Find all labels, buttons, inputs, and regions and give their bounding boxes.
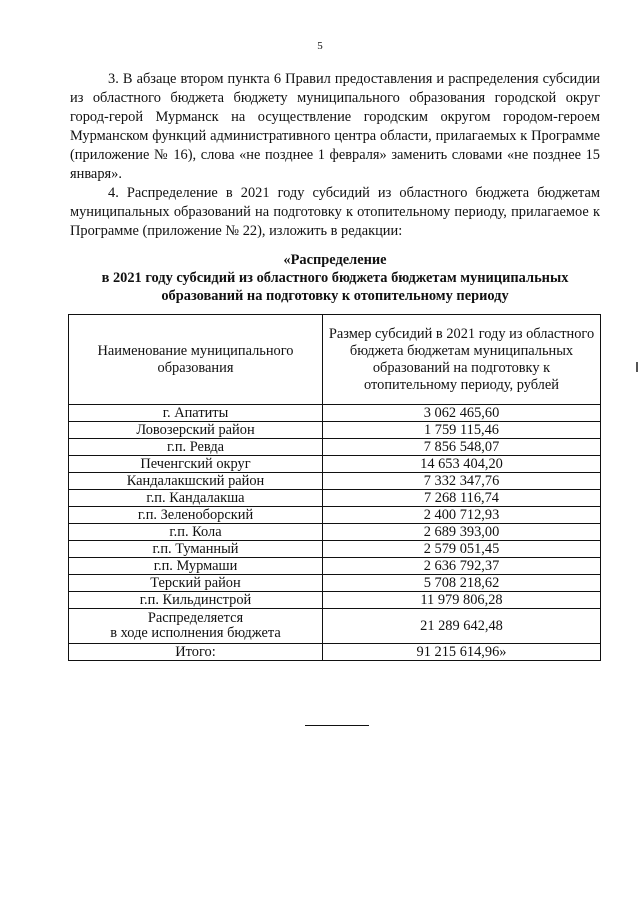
row-name: г.п. Кильдинстрой xyxy=(69,592,323,609)
total-amount: 91 215 614,96» xyxy=(323,644,601,661)
row-amount: 7 332 347,76 xyxy=(323,473,601,490)
total-row xyxy=(69,644,601,661)
row-name: г. Апатиты xyxy=(69,405,323,422)
distributed-line-2: в ходе исполнения бюджета xyxy=(110,625,281,641)
table-row xyxy=(69,490,601,507)
row-name: Печенгский округ xyxy=(69,456,323,473)
row-amount: 11 979 806,28 xyxy=(323,592,601,609)
row-name: Ловозерский район xyxy=(69,422,323,439)
table-row xyxy=(69,422,601,439)
row-name: г.п. Кола xyxy=(69,524,323,541)
heading-line-3: образований на подготовку к отопительному периоду xyxy=(161,288,509,304)
row-amount: 2 400 712,93 xyxy=(323,507,601,524)
table-row xyxy=(69,405,601,422)
paragraph-4: 4. Распределение в 2021 году субсидий из областного бюджета бюджетам муниципальных образований на подготовку к отопительному периоду, прилагаемое к Программе (приложение № 22), изложить в редакции: xyxy=(70,185,600,239)
distributed-label xyxy=(69,609,323,644)
table-row xyxy=(69,541,601,558)
row-name: г.п. Туманный xyxy=(69,541,323,558)
row-amount: 1 759 115,46 xyxy=(323,422,601,439)
header-name: Наименование муниципального образования xyxy=(69,315,323,405)
header-amount: Размер субсидий в 2021 году из областного бюджета бюджетам муниципальных образований на подготовку к отопительному периоду, рублей xyxy=(323,315,601,405)
table-row xyxy=(69,507,601,524)
row-amount: 2 689 393,00 xyxy=(323,524,601,541)
body-text xyxy=(70,70,600,241)
heading-line-1: «Распределение xyxy=(283,252,387,268)
total-label: Итого: xyxy=(69,644,323,661)
distributed-line-1: Распределяется xyxy=(147,610,244,626)
row-amount: 2 579 051,45 xyxy=(323,541,601,558)
row-name: Кандалакшский район xyxy=(69,473,323,490)
row-amount: 5 708 218,62 xyxy=(323,575,601,592)
table-row xyxy=(69,473,601,490)
closing-divider xyxy=(305,725,369,726)
table-row xyxy=(69,524,601,541)
table-row xyxy=(69,575,601,592)
distributed-row xyxy=(69,609,601,644)
row-amount: 7 268 116,74 xyxy=(323,490,601,507)
subsidies-table xyxy=(68,314,601,661)
table-heading xyxy=(60,251,610,305)
row-name: Терский район xyxy=(69,575,323,592)
table-row xyxy=(69,456,601,473)
table-row xyxy=(69,439,601,456)
row-name: г.п. Зеленоборский xyxy=(69,507,323,524)
distributed-amount: 21 289 642,48 xyxy=(323,609,601,644)
row-amount: 2 636 792,37 xyxy=(323,558,601,575)
row-amount: 3 062 465,60 xyxy=(323,405,601,422)
table-row xyxy=(69,558,601,575)
table-header-row xyxy=(69,315,601,405)
scan-edge-mark xyxy=(636,362,638,372)
row-name: г.п. Ревда xyxy=(69,439,323,456)
heading-line-2: в 2021 году субсидий из областного бюджета бюджетам муниципальных xyxy=(101,270,569,286)
row-amount: 14 653 404,20 xyxy=(323,456,601,473)
row-amount: 7 856 548,07 xyxy=(323,439,601,456)
row-name: г.п. Мурмаши xyxy=(69,558,323,575)
page-number: 5 xyxy=(317,40,323,52)
paragraph-3: 3. В абзаце втором пункта 6 Правил предоставления и распределения субсидии из областного бюджета бюджету муниципального образования городской округ город-герой Мурманск на осуществление городским округом городом-героем Мурманском функций административного центра области, прилагаемых к Программе (приложение № 16), слова «не позднее 1 февраля» заменить словами «не позднее 15 января». xyxy=(70,71,600,182)
row-name: г.п. Кандалакша xyxy=(69,490,323,507)
table-row xyxy=(69,592,601,609)
